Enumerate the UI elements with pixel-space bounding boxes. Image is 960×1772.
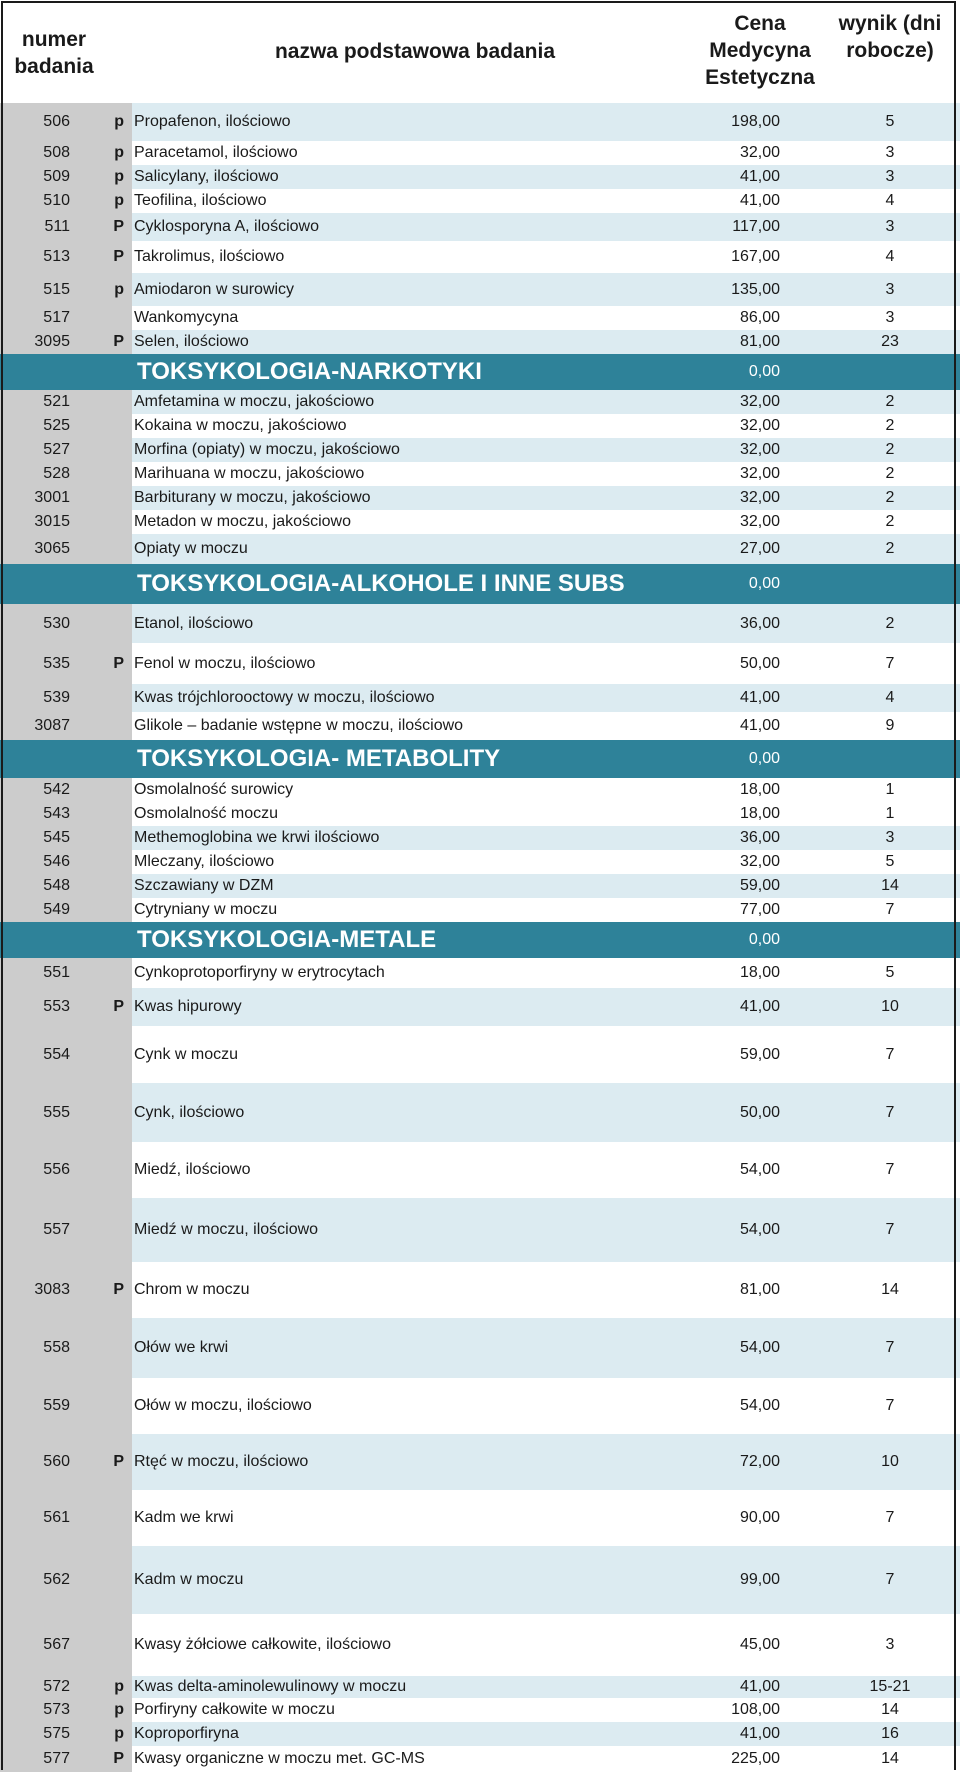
number-cell: 3087	[0, 712, 88, 740]
table-row	[0, 802, 960, 826]
price-cell: 32,00	[739, 489, 780, 506]
flag-cell: P	[88, 241, 132, 273]
name-cell: Teofilina, ilościowo	[134, 192, 267, 209]
name-cell: Kadm we krwi	[134, 1509, 234, 1526]
name-cell: Koproporfiryna	[134, 1725, 239, 1742]
name-cell: Cynk, ilościowo	[134, 1103, 245, 1121]
number-cell: 559	[0, 1378, 88, 1434]
price-cell: 99,00	[739, 1571, 780, 1588]
table-row	[0, 778, 960, 802]
table-row	[0, 1378, 960, 1434]
flag-cell	[88, 534, 132, 564]
number-cell: 572	[0, 1676, 88, 1698]
flag-cell	[88, 684, 132, 712]
price-cell: 32,00	[739, 441, 780, 458]
name-cell: Paracetamol, ilościowo	[134, 144, 298, 161]
days-cell: 10	[881, 1453, 899, 1470]
days-cell: 2	[885, 465, 895, 482]
price-cell: 32,00	[739, 513, 780, 530]
days-cell: 2	[885, 614, 895, 632]
flag-cell	[88, 850, 132, 874]
table-row	[0, 1490, 960, 1546]
number-cell: 530	[0, 604, 88, 643]
price-cell: 41,00	[739, 168, 780, 185]
price-cell: 54,00	[739, 1221, 780, 1238]
price-cell: 41,00	[739, 192, 780, 209]
number-cell: 546	[0, 850, 88, 874]
price-cell: 27,00	[739, 540, 780, 557]
name-cell: Kwas trójchlorooctowy w moczu, ilościowo	[134, 689, 435, 706]
section-flag-cell	[88, 922, 132, 958]
price-cell: 198,00	[731, 113, 780, 130]
price-cell: 18,00	[739, 781, 780, 798]
number-cell: 545	[0, 826, 88, 850]
price-cell: 81,00	[739, 1281, 780, 1298]
price-cell: 18,00	[739, 964, 780, 981]
number-cell: 553	[0, 988, 88, 1026]
table-row	[0, 1026, 960, 1083]
name-cell: Amiodaron w surowicy	[134, 280, 295, 298]
number-cell: 561	[0, 1490, 88, 1546]
number-cell: 3001	[0, 486, 88, 510]
days-cell: 2	[885, 540, 895, 557]
section-price-cell: 0,00	[748, 750, 780, 767]
number-cell: 517	[0, 306, 88, 330]
price-cell: 225,00	[731, 1750, 780, 1767]
name-cell: Amfetamina w moczu, jakościowo	[134, 393, 375, 410]
section-flag-cell	[88, 740, 132, 778]
name-cell: Takrolimus, ilościowo	[134, 248, 285, 265]
price-cell: 36,00	[739, 829, 780, 846]
number-cell: 525	[0, 414, 88, 438]
flag-cell	[88, 958, 132, 988]
table-row	[0, 438, 960, 462]
price-cell: 54,00	[739, 1161, 780, 1178]
table-row	[0, 306, 960, 330]
flag-cell: P	[88, 213, 132, 241]
table-row	[0, 1083, 960, 1142]
flag-cell	[88, 778, 132, 802]
days-cell: 2	[885, 393, 895, 410]
flag-cell: P	[88, 1746, 132, 1772]
days-cell: 10	[881, 998, 899, 1015]
name-cell: Cynkoprotoporfiryny w erytrocytach	[134, 964, 385, 981]
table-row	[0, 486, 960, 510]
number-cell: 513	[0, 241, 88, 273]
flag-cell	[88, 1546, 132, 1614]
table-row	[0, 241, 960, 273]
flag-cell	[88, 390, 132, 414]
name-cell: Miedź, ilościowo	[134, 1161, 251, 1178]
table-row	[0, 874, 960, 898]
days-cell: 15-21	[869, 1678, 911, 1695]
table-row	[0, 958, 960, 988]
flag-cell	[88, 510, 132, 534]
table-row	[0, 604, 960, 643]
table-row	[0, 1722, 960, 1746]
price-cell: 41,00	[739, 717, 780, 734]
name-cell: Selen, ilościowo	[134, 333, 249, 350]
name-cell: Metadon w moczu, jakościowo	[134, 513, 351, 530]
days-cell: 7	[885, 1161, 895, 1178]
number-cell: 3095	[0, 330, 88, 354]
days-cell: 14	[881, 1281, 899, 1298]
price-cell: 41,00	[739, 689, 780, 706]
header-test-name: nazwa podstawowa badania	[274, 40, 556, 63]
name-cell: Cynk w moczu	[134, 1045, 239, 1063]
section-header-row	[0, 354, 960, 390]
price-cell: 59,00	[739, 1045, 780, 1063]
table-row	[0, 213, 960, 241]
price-cell: 41,00	[739, 998, 780, 1015]
flag-cell	[88, 1614, 132, 1676]
flag-cell	[88, 306, 132, 330]
name-cell: Osmolalność surowicy	[134, 781, 294, 798]
section-price-cell: 0,00	[748, 363, 780, 380]
flag-cell: P	[88, 1434, 132, 1490]
table-row	[0, 462, 960, 486]
number-cell: 573	[0, 1698, 88, 1722]
header-price: Cena Medycyna Estetyczna	[705, 12, 815, 89]
flag-cell: P	[88, 988, 132, 1026]
section-header-row	[0, 740, 960, 778]
number-cell: 548	[0, 874, 88, 898]
days-cell: 2	[885, 513, 895, 530]
price-cell: 108,00	[731, 1701, 780, 1718]
price-cell: 135,00	[731, 280, 780, 298]
table-row	[0, 1614, 960, 1676]
flag-cell: p	[88, 1722, 132, 1746]
table-header	[0, 0, 960, 103]
table-row	[0, 141, 960, 165]
table-row	[0, 643, 960, 684]
number-cell: 556	[0, 1142, 88, 1198]
price-cell: 36,00	[739, 614, 780, 632]
days-cell: 7	[885, 1339, 895, 1356]
number-cell: 539	[0, 684, 88, 712]
name-cell: Kwasy żółciowe całkowite, ilościowo	[134, 1636, 391, 1653]
days-cell: 5	[885, 964, 895, 981]
name-cell: Kokaina w moczu, jakościowo	[134, 417, 347, 434]
number-cell: 554	[0, 1026, 88, 1083]
days-cell: 7	[885, 1045, 895, 1063]
price-cell: 32,00	[739, 465, 780, 482]
days-cell: 9	[885, 717, 895, 734]
flag-cell	[88, 486, 132, 510]
table-row	[0, 1198, 960, 1262]
number-cell: 551	[0, 958, 88, 988]
price-cell: 50,00	[739, 1103, 780, 1121]
number-cell: 557	[0, 1198, 88, 1262]
section-name-cell: TOKSYKOLOGIA-METALE	[137, 926, 437, 953]
name-cell: Wankomycyna	[134, 309, 239, 326]
table-row	[0, 684, 960, 712]
days-cell: 14	[881, 1750, 899, 1767]
price-cell: 59,00	[739, 877, 780, 894]
section-number-cell	[0, 922, 88, 958]
number-cell: 3065	[0, 534, 88, 564]
days-cell: 3	[885, 280, 895, 298]
number-cell: 527	[0, 438, 88, 462]
name-cell: Mleczany, ilościowo	[134, 853, 275, 870]
price-cell: 167,00	[731, 248, 780, 265]
name-cell: Cytryniany w moczu	[134, 901, 278, 918]
table-row	[0, 850, 960, 874]
price-cell: 86,00	[739, 309, 780, 326]
flag-cell	[88, 438, 132, 462]
days-cell: 3	[885, 218, 895, 235]
number-cell: 543	[0, 802, 88, 826]
table-row	[0, 330, 960, 354]
name-cell: Osmolalność moczu	[134, 805, 279, 822]
flag-cell: p	[88, 1676, 132, 1698]
price-cell: 77,00	[739, 901, 780, 918]
header-number: numer badania	[14, 28, 94, 78]
table-row	[0, 189, 960, 213]
flag-cell: P	[88, 330, 132, 354]
flag-cell: P	[88, 643, 132, 684]
days-cell: 4	[885, 248, 895, 265]
flag-cell	[88, 1490, 132, 1546]
number-cell: 577	[0, 1746, 88, 1772]
name-cell: Kwas hipurowy	[134, 998, 242, 1015]
name-cell: Ołów w moczu, ilościowo	[134, 1397, 312, 1414]
number-cell: 515	[0, 273, 88, 306]
table-row	[0, 1434, 960, 1490]
flag-cell	[88, 874, 132, 898]
price-cell: 41,00	[739, 1725, 780, 1742]
table-row	[0, 1676, 960, 1698]
flag-cell	[88, 712, 132, 740]
table-row	[0, 103, 960, 141]
flag-cell	[88, 604, 132, 643]
flag-cell	[88, 462, 132, 486]
name-cell: Miedź w moczu, ilościowo	[134, 1221, 319, 1238]
days-cell: 3	[885, 1636, 895, 1653]
number-cell: 511	[0, 213, 88, 241]
flag-cell	[88, 414, 132, 438]
flag-cell	[88, 1142, 132, 1198]
table-row	[0, 1262, 960, 1318]
number-cell: 528	[0, 462, 88, 486]
section-days-cell	[840, 354, 940, 390]
days-cell: 14	[881, 1701, 899, 1718]
price-cell: 18,00	[739, 805, 780, 822]
name-cell: Rtęć w moczu, ilościowo	[134, 1453, 309, 1470]
name-cell: Ołów we krwi	[134, 1339, 229, 1356]
name-cell: Opiaty w moczu	[134, 540, 248, 557]
days-cell: 4	[885, 192, 895, 209]
section-days-cell	[840, 922, 940, 958]
section-price-cell: 0,00	[748, 931, 780, 948]
flag-cell	[88, 1318, 132, 1378]
name-cell: Barbiturany w moczu, jakościowo	[134, 489, 371, 506]
number-cell: 567	[0, 1614, 88, 1676]
flag-cell: p	[88, 1698, 132, 1722]
table-row	[0, 1318, 960, 1378]
days-cell: 2	[885, 417, 895, 434]
name-cell: Porfiryny całkowite w moczu	[134, 1701, 335, 1718]
header-days: wynik (dni robocze)	[838, 12, 942, 62]
price-cell: 72,00	[739, 1453, 780, 1470]
days-cell: 2	[885, 441, 895, 458]
section-days-cell	[840, 740, 940, 778]
section-flag-cell	[88, 354, 132, 390]
section-flag-cell	[88, 564, 132, 604]
days-cell: 7	[885, 1397, 895, 1414]
table-row	[0, 273, 960, 306]
days-cell: 3	[885, 168, 895, 185]
number-cell: 542	[0, 778, 88, 802]
name-cell: Morfina (opiaty) w moczu, jakościowo	[134, 441, 400, 458]
number-cell: 560	[0, 1434, 88, 1490]
price-cell: 90,00	[739, 1509, 780, 1526]
price-cell: 45,00	[739, 1636, 780, 1653]
table-row	[0, 1142, 960, 1198]
flag-cell	[88, 1026, 132, 1083]
number-cell: 521	[0, 390, 88, 414]
days-cell: 23	[881, 333, 899, 350]
number-cell: 3083	[0, 1262, 88, 1318]
flag-cell: p	[88, 165, 132, 189]
days-cell: 7	[885, 1221, 895, 1238]
flag-cell	[88, 1378, 132, 1434]
name-cell: Marihuana w moczu, jakościowo	[134, 465, 365, 482]
days-cell: 5	[885, 113, 895, 130]
price-cell: 32,00	[739, 853, 780, 870]
table-row	[0, 1746, 960, 1772]
table-row	[0, 414, 960, 438]
price-cell: 32,00	[739, 417, 780, 434]
flag-cell	[88, 1198, 132, 1262]
price-cell: 54,00	[739, 1339, 780, 1356]
price-cell: 117,00	[732, 218, 780, 235]
section-days-cell	[840, 564, 940, 604]
section-price-cell: 0,00	[748, 575, 780, 592]
name-cell: Salicylany, ilościowo	[134, 168, 279, 185]
section-number-cell	[0, 740, 88, 778]
section-name-cell: TOKSYKOLOGIA- METABOLITY	[137, 745, 501, 772]
section-name-cell: TOKSYKOLOGIA-ALKOHOLE I INNE SUBS	[137, 570, 625, 597]
number-cell: 562	[0, 1546, 88, 1614]
name-cell: Propafenon, ilościowo	[134, 113, 291, 130]
days-cell: 3	[885, 309, 895, 326]
name-cell: Szczawiany w DZM	[134, 877, 274, 894]
name-cell: Kadm w moczu	[134, 1571, 244, 1588]
name-cell: Methemoglobina we krwi ilościowo	[134, 829, 380, 846]
table-row	[0, 988, 960, 1026]
price-cell: 32,00	[739, 144, 780, 161]
table-row	[0, 510, 960, 534]
table-row	[0, 826, 960, 850]
name-cell: Fenol w moczu, ilościowo	[134, 654, 316, 672]
price-cell: 41,00	[739, 1678, 780, 1695]
days-cell: 7	[885, 901, 895, 918]
days-cell: 16	[881, 1725, 899, 1742]
name-cell: Chrom w moczu	[134, 1281, 250, 1298]
number-cell: 509	[0, 165, 88, 189]
price-cell: 32,00	[739, 393, 780, 410]
flag-cell	[88, 826, 132, 850]
section-number-cell	[0, 354, 88, 390]
table-row	[0, 390, 960, 414]
name-cell: Cyklosporyna A, ilościowo	[134, 218, 319, 235]
flag-cell: p	[88, 189, 132, 213]
section-name-cell: TOKSYKOLOGIA-NARKOTYKI	[137, 358, 482, 385]
number-cell: 535	[0, 643, 88, 684]
flag-cell: p	[88, 103, 132, 141]
number-cell: 575	[0, 1722, 88, 1746]
days-cell: 1	[885, 781, 895, 798]
name-cell: Kwas delta-aminolewulinowy w moczu	[134, 1678, 407, 1695]
days-cell: 5	[885, 853, 895, 870]
price-cell: 50,00	[739, 654, 780, 672]
number-cell: 506	[0, 103, 88, 141]
name-cell: Kwasy organiczne w moczu met. GC-MS	[134, 1750, 425, 1767]
days-cell: 7	[885, 1509, 895, 1526]
table-row	[0, 165, 960, 189]
section-header-row	[0, 922, 960, 958]
days-cell: 2	[885, 489, 895, 506]
days-cell: 7	[885, 1103, 895, 1121]
days-cell: 3	[885, 829, 895, 846]
section-number-cell	[0, 564, 88, 604]
number-cell: 508	[0, 141, 88, 165]
number-cell: 555	[0, 1083, 88, 1142]
number-cell: 558	[0, 1318, 88, 1378]
flag-cell	[88, 802, 132, 826]
number-cell: 3015	[0, 510, 88, 534]
table-row	[0, 534, 960, 564]
days-cell: 1	[885, 805, 895, 822]
price-cell: 54,00	[739, 1397, 780, 1414]
table-row	[0, 898, 960, 922]
table-row	[0, 712, 960, 740]
section-header-row	[0, 564, 960, 604]
days-cell: 3	[885, 144, 895, 161]
flag-cell: p	[88, 273, 132, 306]
flag-cell	[88, 1083, 132, 1142]
price-cell: 81,00	[739, 333, 780, 350]
days-cell: 7	[885, 654, 895, 672]
days-cell: 7	[885, 1571, 895, 1588]
name-cell: Glikole – badanie wstępne w moczu, ilościowo	[134, 717, 464, 734]
name-cell: Etanol, ilościowo	[134, 614, 254, 632]
number-cell: 549	[0, 898, 88, 922]
table-row	[0, 1546, 960, 1614]
flag-cell: P	[88, 1262, 132, 1318]
flag-cell	[88, 898, 132, 922]
number-cell: 510	[0, 189, 88, 213]
table-row	[0, 1698, 960, 1722]
days-cell: 4	[885, 689, 895, 706]
flag-cell: p	[88, 141, 132, 165]
days-cell: 14	[881, 877, 899, 894]
